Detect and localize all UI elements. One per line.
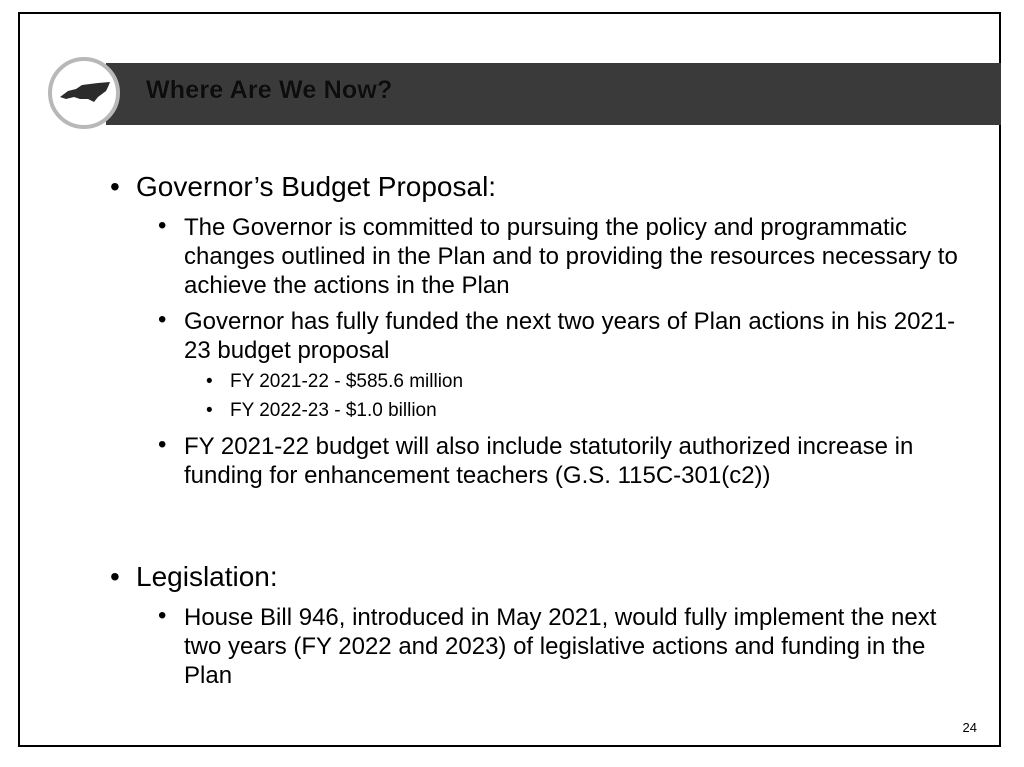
sub-list-item <box>206 401 437 421</box>
list-item <box>158 307 974 365</box>
section-heading <box>110 562 278 591</box>
list-item-text: FY 2021-22 budget will also include statutorily authorized increase in funding for enhancement teachers (G.S. 115C-301(c2)) <box>184 433 914 489</box>
slide-content <box>20 14 999 745</box>
bullet-dot: • <box>110 171 120 202</box>
list-item <box>158 603 974 690</box>
bullet-dot: • <box>110 561 120 592</box>
bullet-dot: • <box>206 371 213 392</box>
sub-list-item-text: FY 2021-22 - $585.6 million <box>230 371 464 392</box>
slide <box>18 12 1001 747</box>
slide-title: Where Are We Now? <box>146 76 393 104</box>
bullet-dot: • <box>158 212 167 239</box>
sub-list-item-text: FY 2022-23 - $1.0 billion <box>230 400 437 421</box>
list-item <box>158 432 974 490</box>
list-item-text: The Governor is committed to pursuing the policy and programmatic changes outlined in the Plan and to providing the resources necessary to achieve the actions in the Plan <box>184 214 958 299</box>
bullet-dot: • <box>158 431 167 458</box>
section-label: Legislation: <box>136 561 278 592</box>
list-item-text: Governor has fully funded the next two years of Plan actions in his 2021-23 budget proposal <box>184 308 956 364</box>
bullet-dot: • <box>206 400 213 421</box>
list-item <box>158 213 974 300</box>
sub-list-item <box>206 372 463 392</box>
bullet-dot: • <box>158 602 167 629</box>
section-heading <box>110 172 496 201</box>
section-label: Governor’s Budget Proposal: <box>136 171 497 202</box>
list-item-text: House Bill 946, introduced in May 2021, would fully implement the next two years (FY 2022 and 2023) of legislative actions and funding in the Plan <box>184 604 937 689</box>
page-number: 24 <box>962 720 977 735</box>
bullet-dot: • <box>158 306 167 333</box>
